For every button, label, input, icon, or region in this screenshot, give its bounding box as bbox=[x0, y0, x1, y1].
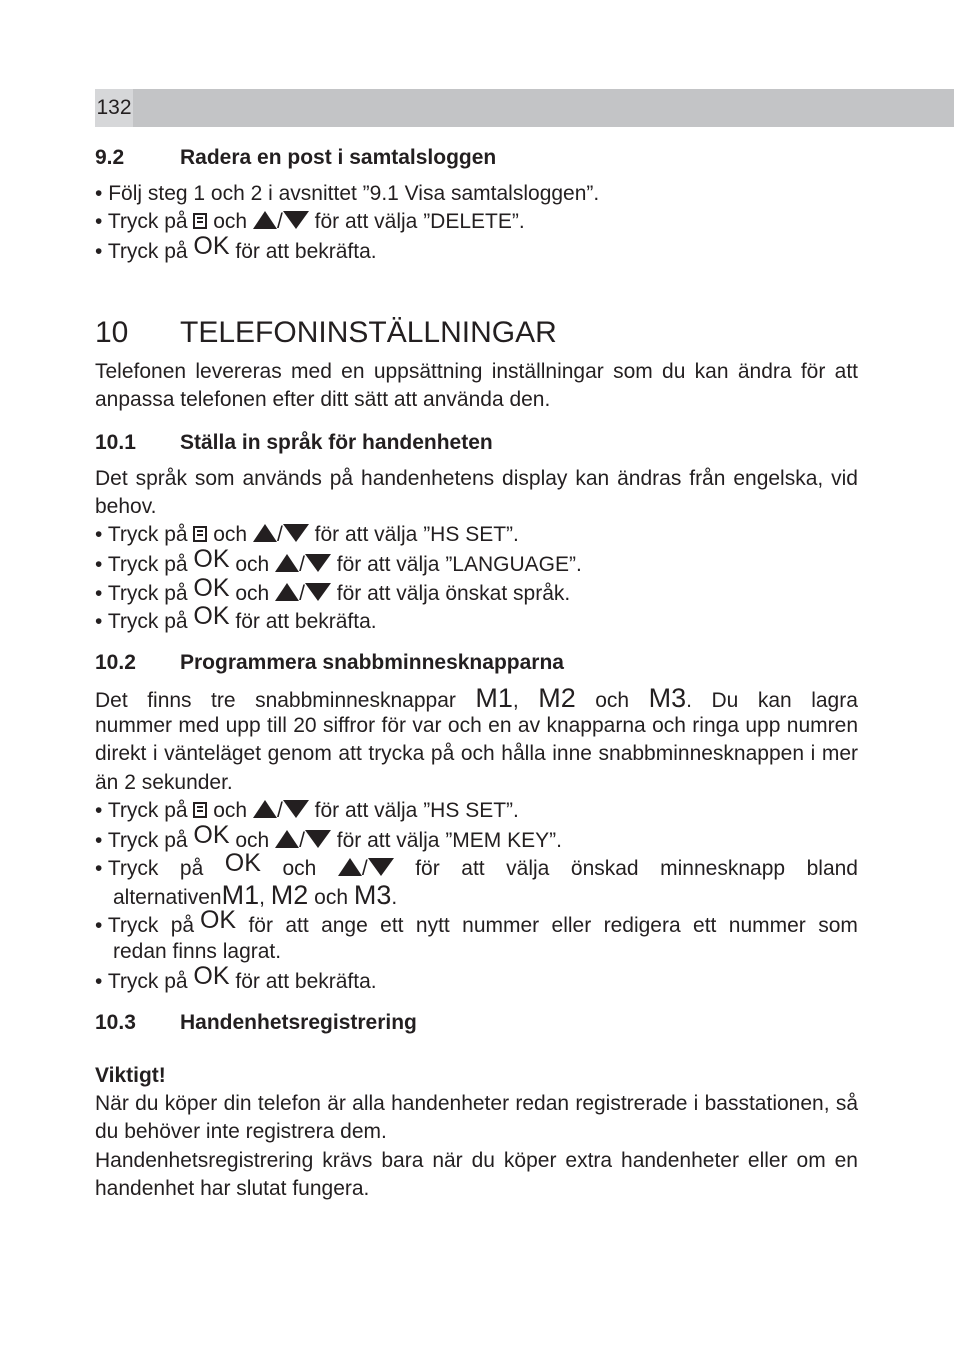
list-item-text: Tryck på bbox=[107, 970, 188, 993]
list-item-text: och bbox=[213, 523, 248, 546]
m2-key-icon: M2 bbox=[270, 880, 309, 910]
word: Det bbox=[95, 689, 128, 712]
page-number: 132 bbox=[95, 89, 133, 127]
word: nummer bbox=[728, 914, 806, 937]
period: . bbox=[686, 689, 692, 712]
down-arrow-icon bbox=[305, 830, 331, 848]
down-arrow-icon bbox=[305, 554, 331, 572]
word: ett bbox=[380, 914, 404, 937]
m-keys-group bbox=[475, 684, 518, 715]
list-item bbox=[95, 821, 858, 855]
ok-key-icon: OK bbox=[199, 906, 237, 934]
section-10-2-number: 10.2 bbox=[95, 651, 136, 674]
m1-key-icon: M1 bbox=[221, 880, 260, 910]
word: bland bbox=[806, 857, 858, 880]
m3-key-icon: M3 bbox=[648, 683, 687, 713]
bullet: • bbox=[95, 857, 103, 880]
list-item-text: för att bekräfta. bbox=[235, 240, 377, 263]
bullet: • bbox=[95, 799, 103, 822]
word: snabbminnesknappar bbox=[255, 689, 456, 712]
bullet: • bbox=[95, 914, 103, 937]
word: eller bbox=[551, 914, 592, 937]
slash: / bbox=[361, 857, 368, 880]
arrow-keys-icon bbox=[338, 855, 394, 883]
header-bar bbox=[95, 89, 954, 127]
list-item bbox=[95, 232, 858, 266]
section-10-2-title: Programmera snabbminnesknapparna bbox=[180, 651, 564, 674]
up-arrow-icon bbox=[253, 800, 277, 818]
bullet: • bbox=[95, 829, 103, 852]
list-item-text: Följ steg 1 och 2 i avsnittet ”9.1 Visa samtalsloggen”. bbox=[108, 182, 600, 205]
list-item-text: för att bekräfta. bbox=[235, 970, 377, 993]
slash: / bbox=[276, 799, 283, 822]
list-item-text: Tryck på bbox=[107, 210, 188, 233]
list-item-text: för att bekräfta. bbox=[235, 610, 377, 633]
word: lagra bbox=[811, 689, 858, 712]
section-10-3-paragraph-2: Handenhetsregistrering krävs bara när du köper extra handenheter eller om en handenhet har slutat fungera. bbox=[95, 1149, 858, 1201]
important-label: Viktigt! bbox=[95, 1064, 166, 1087]
list-item-text: för att välja ”DELETE”. bbox=[314, 210, 525, 233]
section-10-2-intro: nummer med upp till 20 siffror för var och en av knapparna och ringa upp numren direkt i vänteläget genom att trycka på och hålla inne snabbminnesknappen i mer än 2 sekunder. bbox=[95, 714, 858, 794]
m3-key-icon: M3 bbox=[353, 880, 392, 910]
list-item-continuation: redan finns lagrat. bbox=[113, 940, 282, 963]
list-item-text: Tryck på bbox=[107, 610, 188, 633]
comma: , bbox=[259, 886, 265, 909]
word: minnesknapp bbox=[660, 857, 786, 880]
section-9-2-number: 9.2 bbox=[95, 146, 125, 169]
section-9-2-title: Radera en post i samtalsloggen bbox=[180, 146, 497, 169]
list-item bbox=[95, 849, 858, 883]
word: ange bbox=[321, 914, 368, 937]
m-keys-group bbox=[649, 684, 692, 715]
word: Tryck bbox=[107, 857, 159, 880]
chapter-10-title: TELEFONINSTÄLLNINGAR bbox=[180, 316, 557, 349]
chapter-10-number: 10 bbox=[95, 316, 129, 349]
up-arrow-icon bbox=[275, 583, 299, 601]
ok-key-icon: OK bbox=[193, 545, 230, 573]
word: önskad bbox=[570, 857, 639, 880]
slash: / bbox=[299, 829, 305, 852]
list-item bbox=[95, 906, 858, 940]
bullet: • bbox=[95, 970, 103, 993]
menu-key-icon bbox=[193, 802, 207, 818]
list-item-text: Tryck på bbox=[107, 799, 188, 822]
list-item-text: Tryck på bbox=[107, 523, 188, 546]
word: kan bbox=[757, 689, 792, 712]
word: att bbox=[285, 914, 309, 937]
menu-key-icon bbox=[193, 526, 207, 542]
slash: / bbox=[299, 553, 305, 576]
bullet: • bbox=[95, 582, 103, 605]
m1-key-icon: M1 bbox=[475, 683, 513, 713]
section-10-3-title: Handenhetsregistrering bbox=[180, 1011, 417, 1034]
down-arrow-icon bbox=[283, 800, 309, 818]
up-arrow-icon bbox=[275, 554, 299, 572]
list-item bbox=[95, 962, 858, 996]
list-item-text: Tryck på bbox=[107, 829, 188, 852]
up-arrow-icon bbox=[275, 830, 299, 848]
list-item-text: och bbox=[235, 582, 270, 605]
ok-key-icon: OK bbox=[193, 821, 230, 849]
section-10-1-title: Ställa in språk för handenheten bbox=[180, 431, 493, 454]
period: . bbox=[391, 886, 398, 909]
ok-key-icon: OK bbox=[224, 849, 261, 877]
down-arrow-icon bbox=[283, 211, 309, 229]
ok-key-icon: OK bbox=[193, 602, 230, 630]
bullet-word bbox=[95, 912, 158, 940]
word: för bbox=[248, 914, 273, 937]
list-item-text: Tryck på bbox=[107, 240, 188, 263]
word: på bbox=[179, 857, 204, 880]
list-item-text: och bbox=[213, 210, 248, 233]
list-item-text: och bbox=[235, 553, 270, 576]
list-item-text: för att välja ”HS SET”. bbox=[314, 523, 519, 546]
list-item-text: för att välja önskat språk. bbox=[336, 582, 571, 605]
word: välja bbox=[506, 857, 550, 880]
up-arrow-icon bbox=[253, 211, 277, 229]
word: nummer bbox=[462, 914, 540, 937]
list-item-text: Tryck på bbox=[107, 582, 188, 605]
ok-key-icon: OK bbox=[193, 574, 230, 602]
slash: / bbox=[276, 210, 283, 233]
section-10-2-intro-line bbox=[95, 684, 858, 715]
list-item-text: för att välja ”HS SET”. bbox=[314, 799, 519, 822]
list-item-text: och bbox=[235, 829, 270, 852]
bullet: • bbox=[95, 610, 103, 633]
bullet: • bbox=[95, 210, 103, 233]
word: och bbox=[595, 689, 630, 712]
word: och bbox=[314, 886, 348, 909]
ok-key-icon: OK bbox=[193, 962, 230, 990]
section-10-3-number: 10.3 bbox=[95, 1011, 136, 1034]
section-10-1-number: 10.1 bbox=[95, 431, 136, 454]
bullet: • bbox=[95, 182, 103, 205]
bullet: • bbox=[95, 553, 103, 576]
m2-key-icon: M2 bbox=[538, 683, 576, 713]
down-arrow-icon bbox=[305, 583, 331, 601]
ok-key-icon: OK bbox=[193, 232, 230, 260]
comma: , bbox=[512, 689, 519, 712]
down-arrow-icon bbox=[283, 524, 309, 542]
menu-key-icon bbox=[193, 213, 207, 229]
bullet-word bbox=[95, 855, 158, 883]
word: som bbox=[818, 914, 858, 937]
list-item-text: för att välja ”LANGUAGE”. bbox=[336, 553, 582, 576]
up-arrow-icon bbox=[253, 524, 277, 542]
list-item-text: Tryck på bbox=[107, 553, 188, 576]
word: på bbox=[170, 914, 195, 937]
word: tre bbox=[211, 689, 236, 712]
up-arrow-icon bbox=[338, 858, 362, 876]
word: Du bbox=[711, 689, 739, 712]
word: finns bbox=[147, 689, 192, 712]
section-10-1-intro: Det språk som används på handenhetens display kan ändras från engelska, vid behov. bbox=[95, 467, 858, 519]
list-item-text: för att välja ”MEM KEY”. bbox=[336, 829, 562, 852]
slash: / bbox=[276, 523, 283, 546]
word: nytt bbox=[415, 914, 450, 937]
word: ett bbox=[693, 914, 717, 937]
bullet: • bbox=[95, 240, 103, 263]
slash: / bbox=[299, 582, 305, 605]
word: för bbox=[415, 857, 440, 880]
section-10-3-paragraph-1: När du köper din telefon är alla handenheter redan registrerade i basstationen, så du behöver inte registrera dem. bbox=[95, 1092, 858, 1144]
list-item-text: och bbox=[213, 799, 248, 822]
bullet: • bbox=[95, 523, 103, 546]
down-arrow-icon bbox=[368, 858, 394, 876]
chapter-10-intro: Telefonen levereras med en uppsättning inställningar som du kan ändra för att anpassa telefonen efter ditt sätt att använda den. bbox=[95, 360, 858, 412]
word: redigera bbox=[603, 914, 681, 937]
list-item-text: alternativen bbox=[113, 886, 222, 909]
word: och bbox=[282, 857, 317, 880]
word: Tryck bbox=[107, 914, 159, 937]
word: att bbox=[461, 857, 485, 880]
list-item bbox=[95, 602, 858, 636]
pa-ok-group bbox=[170, 906, 237, 940]
list-item bbox=[95, 180, 858, 208]
